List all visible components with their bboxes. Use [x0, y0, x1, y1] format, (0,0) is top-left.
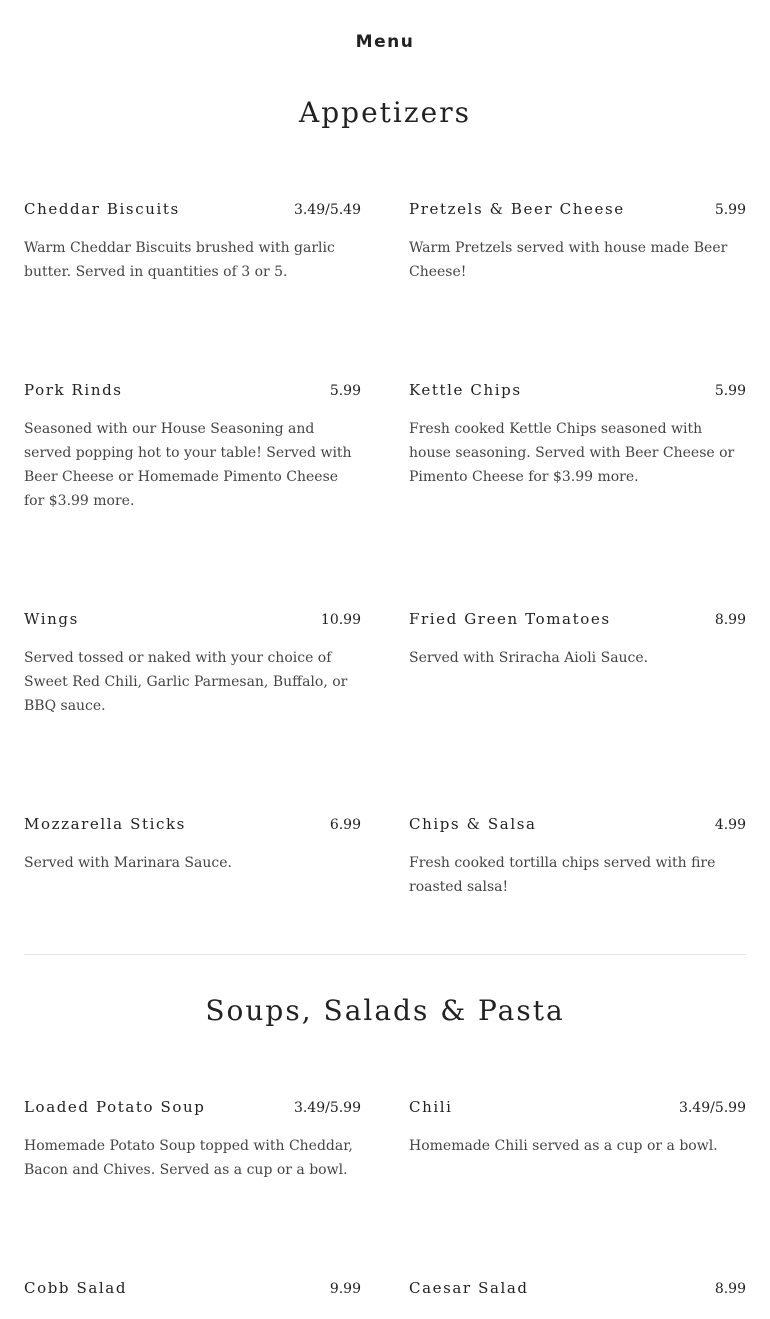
menu-item: [409, 1279, 746, 1303]
menu-item-name: Loaded Potato Soup: [24, 1098, 206, 1116]
menu-item: [24, 610, 361, 718]
menu-item-price: 9.99: [329, 1281, 361, 1297]
menu-item-description: Served tossed or naked with your choice of Sweet Red Chili, Garlic Parmesan, Buffalo, or BBQ sauce.: [24, 650, 348, 714]
menu-item-name: Wings: [24, 610, 79, 628]
menu-item: [409, 815, 746, 899]
menu-item-description: Served with Marinara Sauce.: [24, 855, 232, 871]
section-divider: [24, 954, 746, 955]
menu-item-name: Chips & Salsa: [409, 815, 537, 833]
menu-item-name: Chili: [409, 1098, 453, 1116]
menu-item-price: 10.99: [320, 612, 361, 628]
menu-item-price: 4.99: [714, 817, 746, 833]
menu-item-description: Warm Cheddar Biscuits brushed with garlic butter. Served in quantities of 3 or 5.: [24, 240, 335, 280]
menu-item-price: 3.49/5.49: [293, 202, 361, 218]
menu-item: [409, 381, 746, 489]
menu-item-name: Pork Rinds: [24, 381, 123, 399]
menu-item: [24, 200, 361, 284]
menu-item-price: 5.99: [714, 383, 746, 399]
menu-item-description: Homemade Potato Soup topped with Cheddar, Bacon and Chives. Served as a cup or a bowl.: [24, 1138, 353, 1178]
menu-item: [24, 815, 361, 875]
menu-item-price: 6.99: [329, 817, 361, 833]
menu-item-name: Caesar Salad: [409, 1279, 529, 1297]
menu-item-name: Mozzarella Sticks: [24, 815, 186, 833]
menu-item: [24, 1279, 361, 1303]
menu-item: [24, 1098, 361, 1182]
section-title-appetizers: Appetizers: [299, 96, 471, 129]
section-title-soups-salads-pasta: Soups, Salads & Pasta: [205, 994, 565, 1027]
menu-item-price: 3.49/5.99: [678, 1100, 746, 1116]
menu-item-description: Seasoned with our House Seasoning and served popping hot to your table! Served with Beer Cheese or Homemade Pimento Cheese for $3.99 more.: [24, 421, 352, 509]
menu-item-price: 5.99: [714, 202, 746, 218]
menu-item-price: 8.99: [714, 1281, 746, 1297]
menu-item-description: Fresh cooked Kettle Chips seasoned with house seasoning. Served with Beer Cheese or Pimento Cheese for $3.99 more.: [409, 421, 735, 485]
menu-item-name: Pretzels & Beer Cheese: [409, 200, 625, 218]
menu-item: [409, 200, 746, 284]
menu-item-name: Cheddar Biscuits: [24, 200, 180, 218]
menu-item-name: Kettle Chips: [409, 381, 522, 399]
menu-item: [409, 1098, 746, 1158]
menu-item-price: 3.49/5.99: [293, 1100, 361, 1116]
menu-item-name: Cobb Salad: [24, 1279, 128, 1297]
menu-item-name: Fried Green Tomatoes: [409, 610, 611, 628]
page-title: Menu: [355, 32, 415, 52]
menu-item-description: Served with Sriracha Aioli Sauce.: [409, 650, 649, 666]
menu-item-price: 5.99: [329, 383, 361, 399]
menu-item-description: Fresh cooked tortilla chips served with fire roasted salsa!: [409, 855, 716, 895]
menu-item: [409, 610, 746, 670]
menu-item-description: Homemade Chili served as a cup or a bowl.: [409, 1138, 718, 1154]
menu-item: [24, 381, 361, 513]
menu-item-description: Warm Pretzels served with house made Beer Cheese!: [409, 240, 728, 280]
menu-item-price: 8.99: [714, 612, 746, 628]
